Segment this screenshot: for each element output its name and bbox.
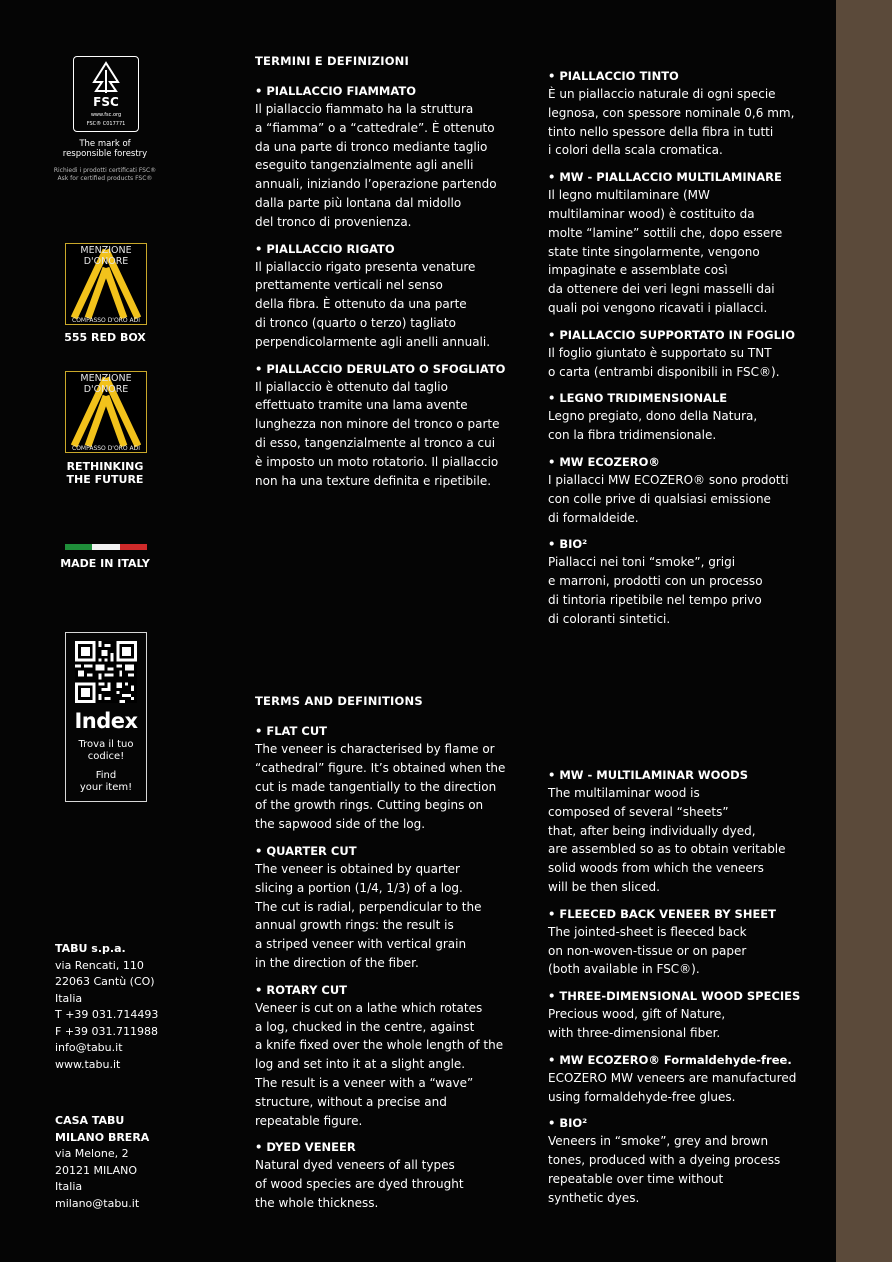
definition-entry [548,453,833,527]
definition-heading: • THREE-DIMENSIONAL WOOD SPECIES [548,989,801,1004]
compasso-doro-badge [65,371,147,453]
definition-body: Veneer is cut on a lathe which rotates a log, chucked in the centre, against a knife fixed over the whole length of the log and set into it at a slight angle. The result is a veneer with a “wave” structure, without a precise and repeatable figure. [255,1000,504,1128]
definition-body: Piallacci nei toni “smoke”, grigi e marroni, prodotti con un processo di tintoria ripetibile nel tempo privo di coloranti sintetici. [548,555,763,626]
definition-body: Legno pregiato, dono della Natura, con la fibra tridimensionale. [548,409,758,443]
definition-body: The veneer is characterised by flame or “cathedral” figure. It’s obtained when the cut is made tangentially to the direction of the growth rings. Cutting begins on the sapwood side of the log. [255,742,506,832]
definition-entry [255,722,540,834]
fsc-caption: The mark of responsible forestry [62,139,148,159]
award-badge-footer: COMPASSO D'ORO ADI [72,317,140,324]
award-badge-footer: COMPASSO D'ORO ADI [72,445,140,452]
definition-body: Il foglio giuntato è supportato su TNT o carta (entrambi disponibili in FSC®). [548,345,780,379]
address-line: 22063 Cantù (CO) [55,975,155,988]
definition-heading: • FLEECED BACK VENEER BY SHEET [548,906,776,921]
section-title-it: TERMINI E DEFINIZIONI [255,54,409,68]
award-caption: 555 RED BOX [64,331,146,344]
award-caption: RETHINKING THE FUTURE [66,460,144,486]
definition-body: Il piallaccio fiammato ha la struttura a “fiamma” o a “cattedrale”. È ottenuto da una parte di tronco mediante taglio eseguito tangenzialmente agli anelli annuali, iniziando l’operazione partendo dalla parte più lontana dal midollo del tronco di provenienza. [255,102,497,229]
definition-entry [255,82,540,232]
phone: T +39 031.714493 [55,1008,159,1021]
italian-right-column [548,67,833,637]
compasso-doro-badge [65,243,147,325]
definition-heading: • PIALLACCIO SUPPORTATO IN FOGLIO [548,327,795,342]
definition-entry [548,168,833,318]
company-name: TABU s.p.a. [55,942,126,955]
definition-entry [255,360,540,491]
definition-heading: • MW - PIALLACCIO MULTILAMINARE [548,170,782,185]
address-line: 20121 MILANO [55,1163,138,1177]
definition-body: Il piallaccio rigato presenta venature prettamente verticali nel senso della fibra. È ottenuto da una parte di tronco (quarto o terzo) tagliato perpendicolarmente agli anelli annuali. [255,259,491,349]
definition-heading: • PIALLACCIO FIAMMATO [255,84,417,98]
showroom-name: CASA TABU MILANO BRERA [55,1114,150,1144]
definition-heading: • QUARTER CUT [255,843,357,858]
definition-entry [548,987,833,1043]
english-right-column [548,766,833,1216]
definition-body: ECOZERO MW veneers are manufactured using formaldehyde-free glues. [548,1070,797,1104]
definition-body: Il piallaccio è ottenuto dal taglio effettuato tramite una lama avente lunghezza non minore del tronco o parte di esso, tangenzialmente al tronco a cui è imposto un moto rotatorio. Il piallaccio non ha una texture definita e ripetibile. [255,379,500,488]
definition-entry [548,905,833,979]
index-text-en: Find your item! [79,770,133,793]
definition-body: Natural dyed veneers of all types of wood species are dyed throught the whole thickness. [255,1158,464,1210]
definition-body: Veneers in “smoke”, grey and brown tones, produced with a dyeing process repeatable over time without synthetic dyes. [548,1134,781,1205]
made-in-italy-label: MADE IN ITALY [60,557,150,570]
definition-body: The veneer is obtained by quarter slicing a portion (1/4, 1/3) of a log. The cut is radial, perpendicular to the annual growth rings: the result is a striped veneer with vertical grain in the direction of the fiber. [255,861,482,970]
fsc-logo [73,56,139,132]
company-address [55,941,195,1073]
definition-heading: • LEGNO TRIDIMENSIONALE [548,391,728,406]
index-text-it: Trova il tuo codice! [78,739,134,762]
definition-heading: • ROTARY CUT [255,982,348,997]
italian-flag [65,544,147,550]
fsc-license: FSC® C017771 [86,121,126,127]
definition-entry [255,981,540,1131]
definition-entry [548,67,833,160]
email-link[interactable]: info@tabu.it [55,1041,123,1054]
definition-heading: • FLAT CUT [255,724,328,738]
index-qr-box[interactable] [65,632,147,802]
definition-body: The multilaminar wood is composed of several “sheets” that, after being individually dyed, are assembled so as to obtain veritable solid woods from which the veneers will be then sliced. [548,786,786,894]
definition-heading: • DYED VENEER [255,1140,356,1155]
definition-entry [548,1114,833,1207]
fax: F +39 031.711988 [55,1024,159,1038]
fsc-tree-icon [74,60,138,96]
website-link[interactable]: www.tabu.it [55,1057,121,1071]
definition-heading: • PIALLACCIO DERULATO O SFOGLIATO [255,361,506,376]
section-title-en: TERMS AND DEFINITIONS [255,694,423,708]
definition-body: Il legno multilaminare (MW multilaminar wood) è costituito da molte “lamine” sottili che, dopo essere state tinte singolarmente, vengono impaginate e assemblate così da ottenere dei veri legni masselli dai quali poi vengono ricavati i piallacci. [548,188,783,315]
qr-code-icon[interactable] [75,641,137,703]
email-link[interactable]: milano@tabu.it [55,1196,140,1210]
address-line: Italia [55,1180,83,1193]
definition-entry [548,766,833,897]
brown-edge-strip [836,0,892,1262]
fsc-logo-text: FSC [93,95,119,109]
definition-heading: • MW ECOZERO® [548,454,660,469]
definition-entry [255,240,540,352]
definition-body: I piallacci MW ECOZERO® sono prodotti con colle prive di qualsiasi emissione di formaldeide. [548,472,789,525]
definition-heading: • BIO² [548,537,588,552]
definition-body: Precious wood, gift of Nature, with three-dimensional fiber. [548,1007,726,1040]
definition-heading: • BIO² [548,1116,588,1131]
showroom-address [55,1113,195,1212]
definition-entry [255,1138,540,1212]
index-title: Index [74,709,138,733]
definition-body: The jointed-sheet is fleeced back on non-woven-tissue or on paper (both available in FSC®). [548,924,747,977]
award-badge-title: MENZIONE D'ONORE [80,373,132,395]
address-line: Italia [55,991,83,1005]
definition-heading: • PIALLACCIO RIGATO [255,241,395,256]
fsc-request-note: Richiedi i prodotti certificati FSC® Ask for certified products FSC® [53,167,157,182]
fsc-site: www.fsc.org [90,112,122,118]
definition-entry [548,1051,833,1107]
address-line: via Rencati, 110 [55,958,144,972]
italian-left-column [255,54,540,498]
definition-entry [255,842,540,973]
definition-heading: • MW - MULTILAMINAR WOODS [548,768,748,782]
definition-entry [548,535,833,628]
definition-heading: • PIALLACCIO TINTO [548,69,679,83]
definition-body: È un piallaccio naturale di ogni specie legnosa, con spessore nominale 0,6 mm, tinto nello spessore della fibra in tutti i colori della scala cromatica. [548,87,795,158]
award-badge-title: MENZIONE D'ONORE [80,245,132,267]
english-left-column [255,694,540,1221]
definition-entry [548,326,833,382]
definition-heading: • MW ECOZERO® Formaldehyde-free. [548,1052,792,1067]
address-line: via Melone, 2 [55,1147,129,1160]
definition-entry [548,389,833,445]
